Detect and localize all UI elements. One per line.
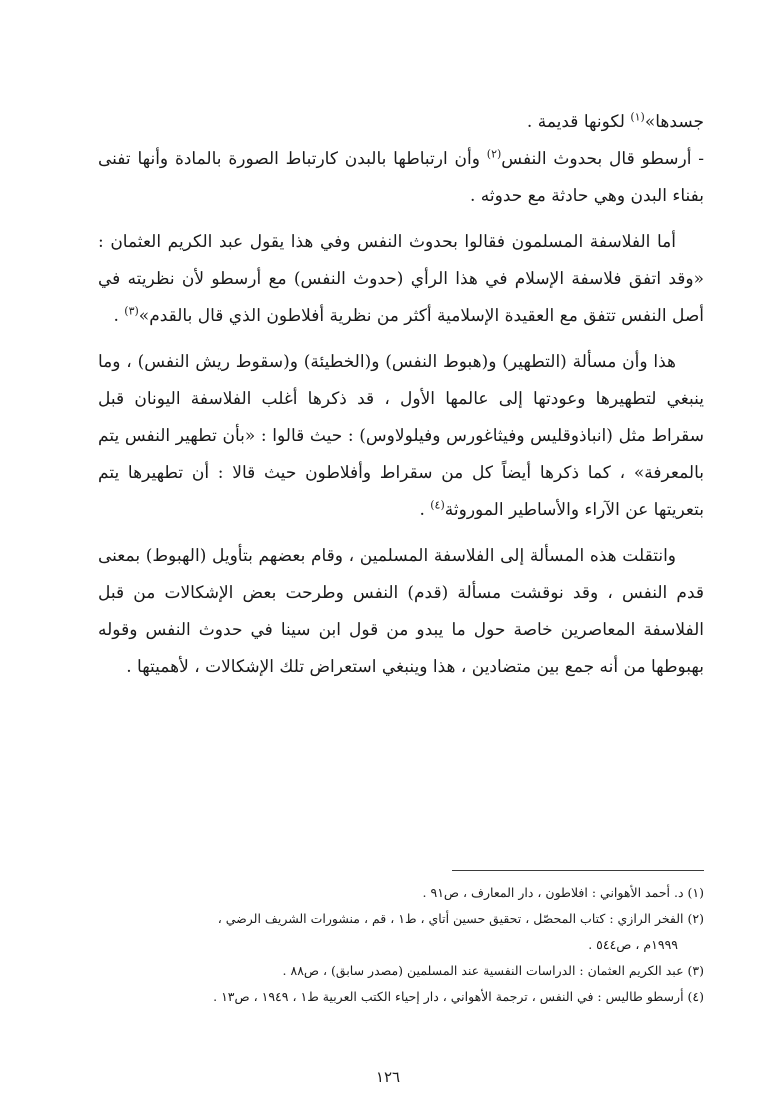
page-number: ١٢٦ bbox=[375, 1068, 401, 1086]
main-text bbox=[98, 104, 704, 686]
footnote-reference: (٣) bbox=[124, 304, 139, 318]
footnote-4: (٤) أرسطو طاليس : في النفس ، ترجمة الأهواني ، دار إحياء الكتب العربية ط١ ، ١٩٤٩ ، ص١٣ . bbox=[213, 989, 704, 1004]
footnote-reference: (٤) bbox=[430, 498, 445, 512]
text-run: وانتقلت هذه المسألة إلى الفلاسفة المسلمين ، وقام بعضهم بتأويل (الهبوط) بمعنى قدم النفس ، وقد نوقشت مسألة (قدم) النفس وطرحت بعض الإشكالات من قبل الفلاسفة المعاصرين خاصة حول ما يبدو من قول ابن سينا في حدوث النفس وقوله بهبوطها من أنه جمع بين متضادين ، هذا وينبغي استعراض تلك الإشكالات ، لأهميتها . bbox=[98, 546, 704, 677]
text-run: لكونها قديمة . bbox=[526, 112, 631, 132]
paragraph-transfer bbox=[98, 538, 704, 686]
footnotes bbox=[98, 880, 704, 1010]
text-run: هذا وأن مسألة (التطهير) و(هبوط النفس) و(الخطيئة) و(سقوط ريش النفس) ، وما ينبغي لتطهيرها وعودتها إلى عالمها الأول ، قد ذكرها أغلب الفلاسفة اليونان قبل سقراط مثل (انباذوقليس وفيثاغورس وفيلولاوس) : حيث قالوا : «بأن تطهير النفس يتم بالمعرفة» ، كما ذكرها أيضاً كل من سقراط وأفلاطون حيث قالا : أن تطهيرها يتم بتعريتها عن الآراء والأساطير الموروثة bbox=[98, 352, 704, 520]
paragraph-aristotle bbox=[98, 141, 704, 215]
text-run: . bbox=[419, 500, 431, 520]
paragraph-purification bbox=[98, 344, 704, 529]
footnote-reference: (٢) bbox=[486, 147, 502, 161]
footnote-2: (٢) الفخر الرازي : كتاب المحصّل ، تحقيق حسين أتاي ، ط١ ، قم ، منشورات الشريف الرضي ، bbox=[217, 911, 704, 926]
footnote-3: (٣) عبد الكريم العثمان : الدراسات النفسية عند المسلمين (مصدر سابق) ، ص٨٨ . bbox=[282, 963, 704, 978]
paragraph-continuation bbox=[98, 104, 704, 141]
text-run: أما الفلاسفة المسلمون فقالوا بحدوث النفس وفي هذا يقول عبد الكريم العثمان : «وقد اتفق فلاسفة الإسلام في هذا الرأي (حدوث النفس) مع أرسطو لأن نظريته في أصل النفس تتفق مع العقيدة الإسلامية أكثر من نظرية أفلاطون الذي قال بالقدم» bbox=[98, 232, 704, 326]
footnote-reference: (١) bbox=[630, 110, 645, 124]
paragraph-muslim-philosophers bbox=[98, 224, 704, 335]
footnote-2-continuation: ١٩٩٩م ، ص٥٤٤ . bbox=[588, 937, 678, 952]
text-run: . bbox=[113, 306, 125, 326]
footnote-divider bbox=[452, 870, 704, 871]
text-run: - أرسطو قال بحدوث النفس bbox=[501, 149, 704, 169]
footnote-1: (١) د. أحمد الأهواني : افلاطون ، دار المعارف ، ص٩١ . bbox=[422, 885, 704, 900]
text-run: جسدها» bbox=[644, 112, 704, 132]
text-run: وأن ارتباطها بالبدن كارتباط الصورة بالمادة وأنها تفنى بفناء البدن وهي حادثة مع حدوثه . bbox=[98, 149, 704, 206]
